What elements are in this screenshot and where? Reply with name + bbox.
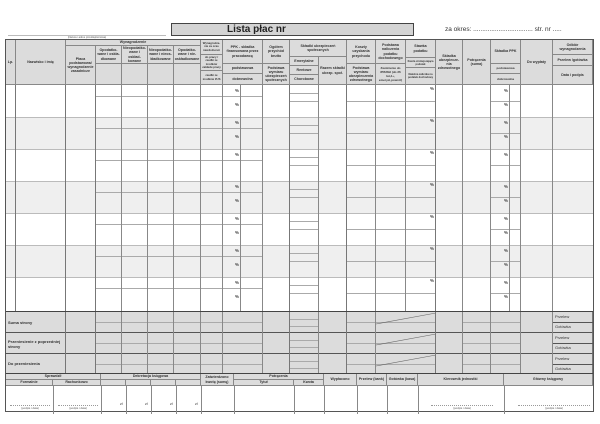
col-podstawa-podatku: Podstawa naliczenia podatku dochodowego <box>376 40 406 64</box>
wyplacono-field[interactable] <box>324 386 358 414</box>
col-stawka: Stawka podatku <box>406 40 436 58</box>
przelew-label: Przelew <box>555 314 570 319</box>
percent-sign: % <box>235 262 240 267</box>
percent-sign: % <box>504 134 509 139</box>
percent-sign: % <box>235 120 240 125</box>
percent-sign: % <box>504 248 509 253</box>
col-stawka-kwota: Kwota zmniejszająca podatek <box>406 58 436 68</box>
summary-section <box>6 311 593 374</box>
percent-sign: % <box>235 88 240 93</box>
col-razem: Razem składki ubezp. społ. <box>319 57 347 85</box>
percent-sign: % <box>504 198 509 203</box>
payroll-form <box>5 39 594 412</box>
col-nieopod-nieoskl: Nieopodatko-wane i nieos-kładkowane <box>148 46 174 64</box>
data-rows <box>6 85 593 311</box>
percent-sign: % <box>430 246 435 251</box>
col-opod-nieoskl: Opodatko-wane i nie-oskładkowane <box>174 46 201 64</box>
gotowka-label: Gotówka <box>555 345 571 350</box>
percent-sign: % <box>235 230 240 235</box>
gotowka-kasa-header: Gotówka (kasa) <box>387 374 418 386</box>
signature-caption: (podpis i data) <box>518 405 590 410</box>
col-group-wynagrodzenie: Wynagrodzenie <box>66 40 201 46</box>
col-chorobowe-bot: zasiłki ze środków ZUS <box>201 71 223 85</box>
col-do-wyplaty: Do wypłaty <box>521 40 553 85</box>
col-odbior-method: Przelew /gotówka <box>553 55 593 66</box>
percent-sign: % <box>504 88 509 93</box>
dekretacja-field[interactable] <box>151 386 177 414</box>
page-title: Lista płac nr <box>171 23 414 36</box>
kierownik-header: Kierownik jednostki <box>418 374 504 386</box>
employer-label: (Nazwa i adres przedsiębiorstwa) <box>8 35 166 39</box>
gotowka-label: Gotówka <box>555 366 571 371</box>
percent-sign: % <box>504 280 509 285</box>
col-placa: Płaca podstawowa/ wynagrodzenie zasadnicze <box>66 46 96 85</box>
percent-sign: % <box>235 198 240 203</box>
col-group-skladki: Składki ubezpieczeń społecznych <box>290 40 347 57</box>
percent-sign: % <box>504 102 509 107</box>
percent-sign: % <box>504 294 509 299</box>
przelew-bank-field[interactable] <box>357 386 388 414</box>
percent-sign: % <box>430 86 435 91</box>
period-field[interactable]: za okres: ................................. str. nr ..... <box>445 26 562 33</box>
summary-label: Suma strony <box>8 320 33 325</box>
col-ppk-employer-extra: dobrowolna <box>223 74 263 85</box>
percent-sign: % <box>235 216 240 221</box>
col-podstawa-spol: Podstawa wymiaru ubezpieczeń społecznych <box>263 64 290 85</box>
signature-caption: (podpis i data) <box>10 405 50 410</box>
col-zdrowotne: Składka ubezpiecze-nia zdrowotnego <box>436 40 463 85</box>
summary-label: Przeniesienie z poprzedniej strony <box>8 339 61 349</box>
przelew-bank-header: Przelew (bank) <box>357 374 387 386</box>
signature-caption: (podpis i data) <box>431 405 493 410</box>
zl-label: zł <box>170 402 173 406</box>
col-chorobowe-top: Wynagrodze-nie za czas niezdolności <box>201 40 223 55</box>
col-rentowe: Rentowe <box>290 66 319 75</box>
percent-sign: % <box>430 278 435 283</box>
wyplacono-header: Wypłacono <box>324 374 357 386</box>
percent-sign: % <box>504 262 509 267</box>
glowny-ksiegowy-header: Główny księgowy <box>504 374 593 386</box>
percent-sign: % <box>430 214 435 219</box>
col-opod-nieoskl-blank <box>174 64 201 85</box>
col-stawka-zaliczka: Należna zaliczka na podatek dochodowy <box>406 68 436 85</box>
col-zwolnienie: Zwolnienie do 85528zł (do 26 lat,4+, emeryci,powrót) <box>376 64 406 85</box>
percent-sign: % <box>504 120 509 125</box>
percent-sign: % <box>235 134 240 139</box>
footer-section <box>6 373 593 414</box>
col-chorobowe-skl: Chorobowe <box>290 75 319 85</box>
col-ppk-employee: Składka PPK <box>491 40 521 64</box>
dekretacja-field[interactable] <box>176 386 202 414</box>
percent-sign: % <box>504 216 509 221</box>
col-nieopod-oskl: Nieopodatko-wane i oskład-kowane <box>122 46 148 64</box>
col-podstawa-zdrow: Podstawa wymiaru ubezpieczenia zdrowotnego <box>347 64 376 85</box>
dekretacja-header: Dekretacja księgowa <box>101 374 201 380</box>
tytul-field[interactable] <box>234 386 295 414</box>
zatwierdzono-header: Zatwierdzono kwotę (sumę) <box>201 374 234 386</box>
col-opod-oskl-blank <box>96 64 122 85</box>
percent-sign: % <box>430 150 435 155</box>
zl-label: zł <box>145 402 148 406</box>
potracenia-header: Potrącenia <box>234 374 324 380</box>
percent-sign: % <box>235 280 240 285</box>
col-ogolem: Ogółem przychód brutto <box>263 40 290 64</box>
col-koszty: Koszty uzyskania przychodu <box>347 40 376 64</box>
col-ppk-employer: PPK - składka finansowana przez pracodawcę <box>223 40 263 64</box>
gotowka-label: Gotówka <box>555 324 571 329</box>
rachunkowo-header: Rachunkowo <box>53 380 101 386</box>
przelew-label: Przelew <box>555 356 570 361</box>
zl-label: zł <box>195 402 198 406</box>
diagonal-strike-icon <box>376 312 436 374</box>
percent-sign: % <box>235 102 240 107</box>
col-ppk-employee-extra: dobrowolna <box>491 74 521 85</box>
col-nieopod-nieoskl-blank <box>148 64 174 85</box>
kwota-field[interactable] <box>294 386 325 414</box>
percent-sign: % <box>235 184 240 189</box>
dekretacja-field[interactable] <box>101 386 127 414</box>
sprawdzil-header: Sprawdził <box>6 374 101 380</box>
percent-sign: % <box>235 248 240 253</box>
percent-sign: % <box>504 230 509 235</box>
dekretacja-field[interactable] <box>126 386 152 414</box>
tytul-header: Tytuł <box>234 380 294 386</box>
col-lp: Lp. <box>6 40 16 85</box>
col-name: Nazwisko i imię <box>16 40 66 85</box>
col-ppk-employer-basic: podstawowa <box>223 64 263 74</box>
col-chorobowe-mid: do pracy / zasiłki ze środków zakładu pracy <box>201 55 223 71</box>
kwota-header: Kwota <box>294 380 324 386</box>
percent-sign: % <box>430 182 435 187</box>
col-odbior: Odbiór wynagrodzenia <box>553 40 593 55</box>
gotowka-kasa-field[interactable] <box>387 386 419 414</box>
col-odbior-sign: Data i podpis <box>553 66 593 85</box>
percent-sign: % <box>235 294 240 299</box>
zatwierdzono-field[interactable] <box>201 386 235 414</box>
signature-caption: (podpis i data) <box>58 405 98 410</box>
percent-sign: % <box>504 184 509 189</box>
zl-label: zł <box>120 402 123 406</box>
percent-sign: % <box>430 118 435 123</box>
przelew-label: Przelew <box>555 335 570 340</box>
percent-sign: % <box>504 152 509 157</box>
percent-sign: % <box>235 152 240 157</box>
col-nieopod-oskl-blank <box>122 64 148 85</box>
formalnie-header: Formalnie <box>6 380 53 386</box>
col-ppk-employee-basic: podstawowa <box>491 64 521 74</box>
summary-label: Do przeniesienia <box>8 361 40 366</box>
col-emerytalne: Emerytalne <box>290 57 319 66</box>
col-opod-oskl: Opodatko-wane i oskła-dkowane <box>96 46 122 64</box>
col-potracenia: Potrącenia (suma) <box>463 40 491 85</box>
